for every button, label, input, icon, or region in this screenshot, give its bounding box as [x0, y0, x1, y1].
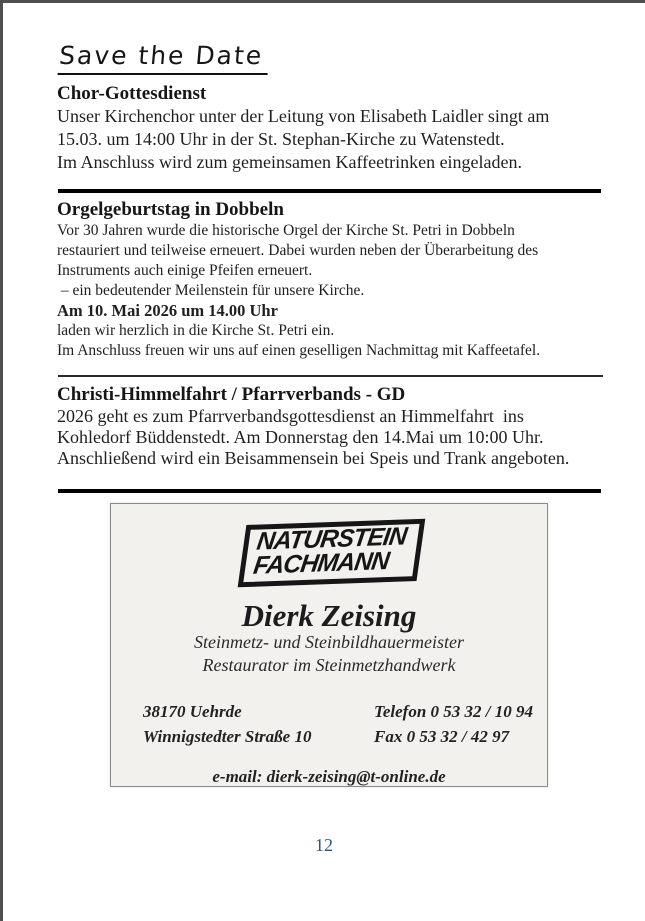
page-content: [3, 3, 645, 787]
text-line: Im Anschluss freuen wir uns auf einen geselligen Nachmittag mit Kaffeetafel.: [57, 342, 541, 359]
section-heading-himmelfahrt: Christi-Himmelfahrt / Pfarrverbands - GD: [57, 384, 406, 405]
ad-profession-line: Steinmetz- und Steinbildhauermeister: [194, 631, 464, 652]
section-christi-himmelfahrt: [57, 384, 601, 469]
section-heading-orgel: Orgelgeburtstag in Dobbeln: [57, 199, 284, 220]
section-heading-chor: Chor-Gottesdienst: [57, 83, 207, 104]
ad-address-column: [143, 699, 311, 749]
text-line: 15.03. um 14:00 Uhr in der St. Stephan-Kirche zu Watenstedt.: [57, 129, 505, 149]
text-line: laden wir herzlich in die Kirche St. Petri ein.: [57, 322, 335, 339]
event-date-line: Am 10. Mai 2026 um 14.00 Uhr: [57, 301, 278, 320]
text-line: restauriert und teilweise erneuert. Dabei wurden neben der Überarbeitung des: [57, 242, 539, 259]
section-divider-thin: [58, 375, 603, 377]
page-number: 12: [315, 835, 333, 855]
logo-line-bottom: FACHMANN: [252, 546, 391, 580]
text-line: Anschließend wird ein Beisammensein bei Speis und Trank angeboten.: [57, 448, 570, 468]
text-line: Vor 30 Jahren wurde die historische Orgel der Kirche St. Petri in Dobbeln: [57, 222, 515, 239]
ad-contact-block: [111, 699, 547, 749]
logo-line-top: NATURSTEIN: [255, 522, 409, 556]
advertisement-card: [110, 503, 548, 787]
section-orgelgeburtstag: [57, 199, 601, 361]
text-line: – ein bedeutender Meilenstein für unsere Kirche.: [57, 282, 365, 299]
page-title: Save the Date: [58, 41, 271, 75]
ad-email: e-mail: dierk-zeising@t-online.de: [212, 766, 446, 786]
ad-postal-city: 38170 Uehrde: [143, 701, 242, 721]
section-chor-gottesdienst: [57, 83, 601, 174]
ad-fax: Fax 0 53 32 / 42 97: [374, 726, 510, 746]
section-divider-thick: [58, 189, 601, 193]
ad-phone-column: [374, 699, 533, 749]
text-line: Unser Kirchenchor unter der Leitung von Elisabeth Laidler singt am: [57, 106, 550, 126]
text-line: 2026 geht es zum Pfarrverbandsgottesdienst an Himmelfahrt ins: [57, 406, 524, 426]
ad-profession-line: Restaurator im Steinmetzhandwerk: [202, 654, 456, 675]
ad-person-name: Dierk Zeising: [241, 597, 417, 633]
text-line: Instruments auch einige Pfeifen erneuert.: [57, 262, 313, 279]
naturstein-fachmann-logo: [238, 519, 426, 587]
ad-phone: Telefon 0 53 32 / 10 94: [374, 701, 533, 721]
section-divider-thick: [58, 489, 601, 493]
text-line: Kohledorf Büddenstedt. Am Donnerstag den 14.Mai um 10:00 Uhr.: [57, 427, 544, 447]
ad-street: Winnigstedter Straße 10: [143, 726, 312, 746]
text-line: Im Anschluss wird zum gemeinsamen Kaffeetrinken eingeladen.: [57, 152, 523, 172]
